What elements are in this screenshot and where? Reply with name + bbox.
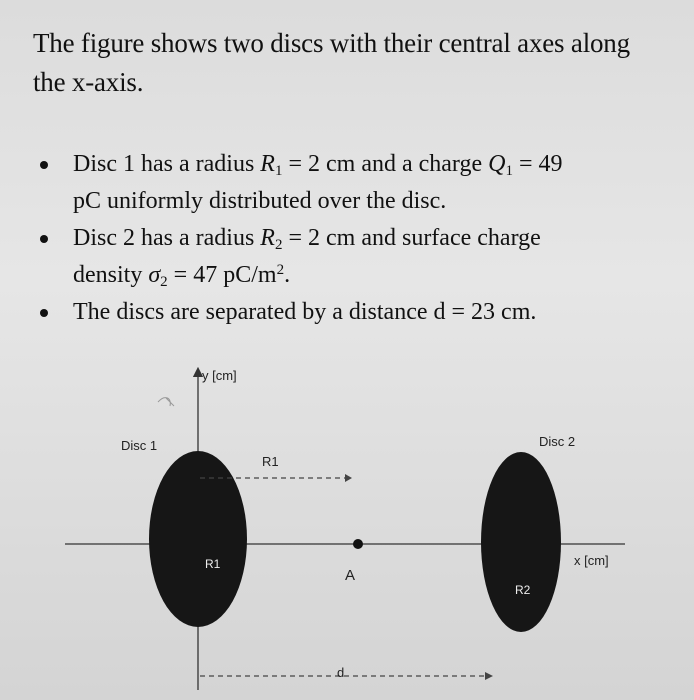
bullet-list: [40, 146, 660, 331]
distance-arrow-icon: [485, 672, 493, 680]
disc-1-label: Disc 1: [121, 438, 158, 453]
disc-2: [481, 452, 561, 632]
r1-inside-label: R1: [205, 557, 221, 571]
bullet-disc1: Disc 1 has a radius $R_1 = 2$ cm and a charge $Q_1 = 49$ pC uniformly distributed over the disc.: [40, 146, 660, 220]
bullet-dot: [40, 161, 48, 169]
disc-2-label: Disc 2: [539, 434, 576, 449]
r1-dashed-label: R1: [262, 454, 279, 469]
bullet-dot: [40, 309, 48, 317]
intro-paragraph: [33, 24, 683, 102]
intro-line-2: the x-axis.: [33, 67, 144, 97]
diagram-svg: [0, 350, 694, 700]
x-axis-label: x [cm]: [574, 553, 609, 568]
disc-diagram: [0, 350, 694, 700]
distance-label: d: [337, 665, 345, 680]
r1-arrow-icon: [345, 474, 352, 482]
r2-inside-label: R2: [515, 583, 531, 597]
scribble-mark: [158, 398, 174, 406]
y-axis-label: y [cm]: [202, 368, 237, 383]
intro-line-1: The figure shows two discs with their central axes along: [33, 28, 630, 58]
disc-1: [149, 451, 247, 627]
point-a-label: A: [345, 567, 356, 584]
bullet-distance: The discs are separated by a distance d = 23 cm.: [40, 294, 660, 331]
point-a-marker: [353, 539, 363, 549]
bullet-disc2: Disc 2 has a radius $R_2 = 2$ cm and surface charge density $\sigma_2 = 47$ $pC/m^2$.: [40, 220, 660, 294]
bullet-dot: [40, 235, 48, 243]
